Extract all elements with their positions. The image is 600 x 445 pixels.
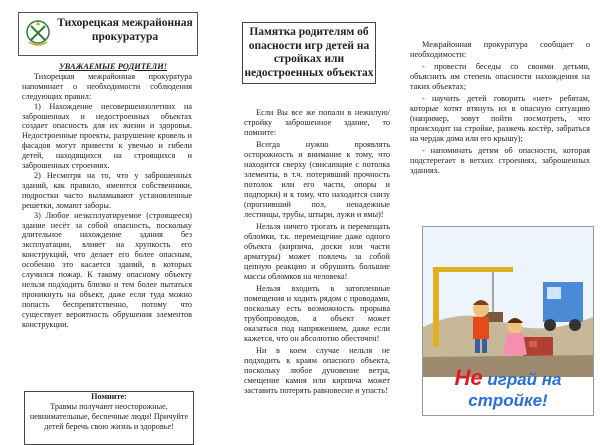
right-p2: - провести беседы со своими детьми, объяснить им степень опасности нахождения на таких объектах; — [410, 62, 590, 91]
memo-title: Памятка родителям об опасности игр детей на стройках или недостроенных объектах — [242, 22, 376, 84]
middle-p3: Нельзя ничего трогать и перемещать обломки, т.к. перемещение даже одного объекта (кирпича, доски или части арматуры) может повлечь за собой цепную реакцию и обрушить большие массы обломков на человека! — [244, 222, 390, 281]
rule-3: 3) Любое неэксплуатируемое (строящееся) здание несёт за собой опасность, поскольку длительное нахождение здания без эксплуатации, влияет на хрупкость его конструкций, что делает его более опасным, особенно это касается зданий, в которых случился пожар. К такому опасному объекту нельзя подходить близко и тем более пытаться проникнуть на объект, даже если туда можно попасть беспрепятственно, потому что существует вероятность обрушения элементов конструкции. — [22, 210, 192, 329]
middle-p4: Нельзя входить в затопленные помещения и ходить рядом с проводами, поскольку есть возможность прорыва трубопроводов, а объект может оказаться под напряжением, даже если кажется, что он абсолютно обесточен! — [244, 284, 390, 343]
right-body-text — [410, 40, 590, 178]
slogan-rest: играй на стройке! — [468, 370, 562, 410]
middle-panel — [200, 0, 400, 424]
middle-p1: Если Вы все же попали в нежилую/стройку заброшенное здание, то помните: — [244, 108, 390, 137]
office-title: Тихорецкая межрайонная прокуратура — [57, 17, 193, 43]
left-panel — [0, 0, 200, 431]
intro-text: Тихорецкая межрайонная прокуратура напоминает о необходимости соблюдения следующих правил: — [22, 71, 192, 101]
left-body-text — [22, 62, 192, 329]
construction-site-illustration — [422, 226, 594, 416]
middle-p5: Ни в коем случае нельзя не подходить к краям опасного объекта, поскольку любое дуновение ветра, смещение камня или кирпича может заставить потерять равновесие и упасть! — [244, 346, 390, 395]
right-p1: Межрайонная прокуратура сообщает о необходимости: — [410, 40, 590, 59]
rule-1: 1) Нахождение несовершеннолетних на заброшенных и недостроенных объектах создает опасность для их жизни и здоровья. Недостроенные проекты, разрушение кровель и фасадов могут привести к увечью и гибели детей, находящихся на строящихся и заброшенных строениях. — [22, 101, 192, 171]
middle-p2: Всегда нужно проявлять осторожность и внимание к тому, что находится сверху (свисающие с потолка элементы, в т.ч. потерявший прочность потолок или его части, опоры и подпорки) и к тому, что находится снизу (прогнивший пол, ненадежные лестницы, трубы, штыри, лужи и ямы)! — [244, 140, 390, 219]
right-p3: - научить детей говорить «нет» ребятам, которые хотят втянуть их в опасную ситуацию (например, зовут пойти посмотреть, что происходит на стройке, разжечь костёр, забраться на чердак дома или его крышу); — [410, 94, 590, 143]
reminder-text: Травмы получают неосторожные, невнимательные, беспечные люди! Причуйте детей беречь свою жизнь и здоровье! — [29, 402, 189, 431]
middle-body-text — [244, 108, 390, 398]
slogan — [427, 365, 589, 411]
reminder-box — [24, 391, 194, 445]
right-p4: - напоминать детям об опасности, которая подстерегает в ветхих строениях, заброшенных зданиях. — [410, 146, 590, 175]
office-header — [18, 12, 198, 56]
prosecutor-emblem-icon — [23, 18, 53, 50]
right-panel — [400, 0, 600, 424]
reminder-title: Помните: — [91, 392, 127, 401]
slogan-ne: Не — [454, 365, 483, 390]
greeting: УВАЖАЕМЫЕ РОДИТЕЛИ! — [58, 62, 168, 71]
rule-2: 2) Несмотря на то, что у заброшенных зданий, как правило, имеются собственники, подростки часто выламывают установленные решетки, ломают заборы. — [22, 170, 192, 210]
